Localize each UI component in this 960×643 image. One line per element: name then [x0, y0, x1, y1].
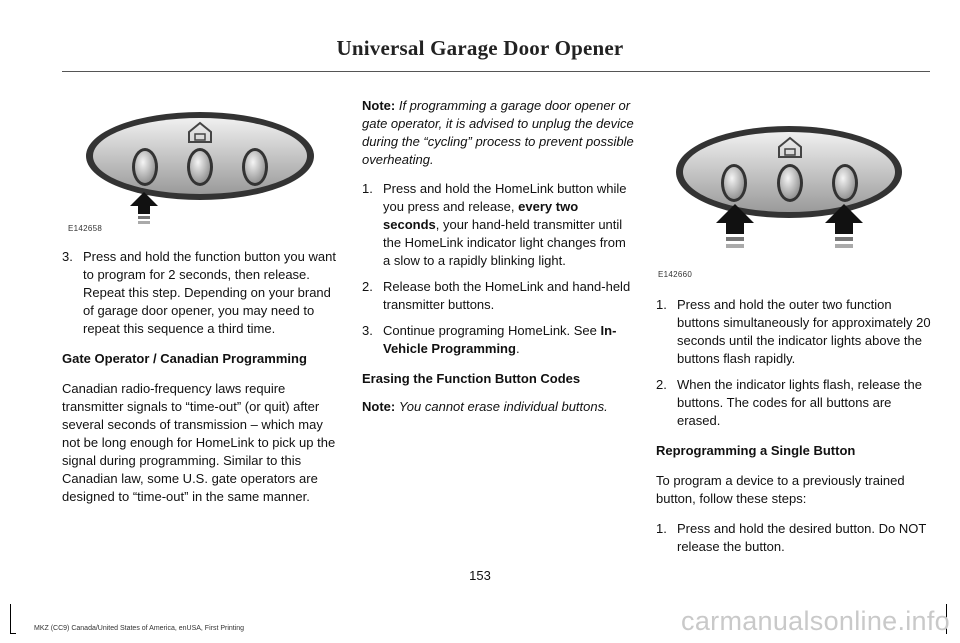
page-title: Universal Garage Door Opener	[336, 36, 624, 60]
list-item	[62, 248, 338, 338]
list-number: 2.	[656, 377, 667, 392]
list-text: Press and hold the function button you want to program for 2 seconds, then release. Repeat this step. Depending on your brand of garage door opener, you may need to repeat this sequence a third time.	[83, 249, 336, 336]
list-text: Press and hold the HomeLink button while you press and release,	[383, 181, 627, 214]
list-text-emphasis: every two seconds	[383, 199, 579, 232]
list-item	[656, 520, 932, 556]
list-text: When the indicator lights flash, release the buttons. The codes for all buttons are erased.	[677, 377, 922, 428]
list-item	[656, 296, 932, 368]
homelink-buttons-illustration-icon	[62, 96, 338, 224]
list-text: , your hand-held transmitter until the HomeLink indicator light changes from a slow to a rapidly blinking light.	[383, 217, 626, 268]
list-item	[362, 322, 634, 358]
cross-reference-link[interactable]: In-Vehicle Programming	[383, 323, 617, 356]
note-label: Note:	[362, 98, 396, 113]
list-text: Press and hold the outer two function buttons simultaneously for approximately 20 seconds until the indicator lights above the buttons flash rapidly.	[677, 297, 931, 366]
footer-text: MKZ (CC9) Canada/United States of America, enUSA, First Printing	[34, 625, 245, 632]
page-number: 153	[469, 568, 491, 583]
watermark: carmanualsonline.info	[681, 606, 950, 636]
note-label: Note:	[362, 399, 396, 414]
column-right	[656, 110, 932, 564]
list-number: 1.	[656, 521, 667, 536]
note	[362, 97, 634, 169]
homelink-outer-buttons-illustration-icon	[656, 110, 932, 260]
body-paragraph: Canadian radio-frequency laws require transmitter signals to “time-out” (or quit) after several seconds of transmission – which may not be long enough for HomeLink to pick up the signal during programming. Similar to this Canadian law, some U.S. gate operators are designed to “time-out” in the same manner.	[62, 381, 336, 504]
list-number: 2.	[362, 279, 373, 294]
section-heading: Reprogramming a Single Button	[656, 443, 856, 458]
list-text: Release both the HomeLink and hand-held transmitter buttons.	[383, 279, 631, 312]
list-number: 3.	[362, 323, 373, 338]
figure-code: E142660	[658, 270, 693, 279]
list-text: .	[515, 341, 520, 356]
section-heading: Erasing the Function Button Codes	[362, 371, 581, 386]
body-paragraph: To program a device to a previously trained button, follow these steps:	[656, 473, 905, 506]
list-number: 1.	[656, 297, 667, 312]
header-divider	[62, 71, 930, 72]
list-item	[362, 180, 634, 270]
list-text: Press and hold the desired button. Do NOT release the button.	[677, 521, 927, 554]
column-middle	[362, 97, 634, 416]
list-number: 3.	[62, 249, 73, 264]
list-number: 1.	[362, 181, 373, 196]
section-heading: Gate Operator / Canadian Programming	[62, 351, 307, 366]
note-text: You cannot erase individual buttons.	[398, 399, 608, 414]
list-item	[656, 376, 932, 430]
crop-mark	[10, 633, 16, 634]
figure-code: E142658	[68, 224, 103, 233]
note-text: If programming a garage door opener or gate operator, it is advised to unplug the device during the “cycling” process to prevent possible overheating.	[362, 98, 634, 167]
list-item	[362, 278, 634, 314]
column-left	[62, 96, 338, 506]
crop-mark	[10, 604, 11, 634]
list-text: Continue programing HomeLink. See	[383, 323, 597, 338]
note	[362, 398, 634, 416]
